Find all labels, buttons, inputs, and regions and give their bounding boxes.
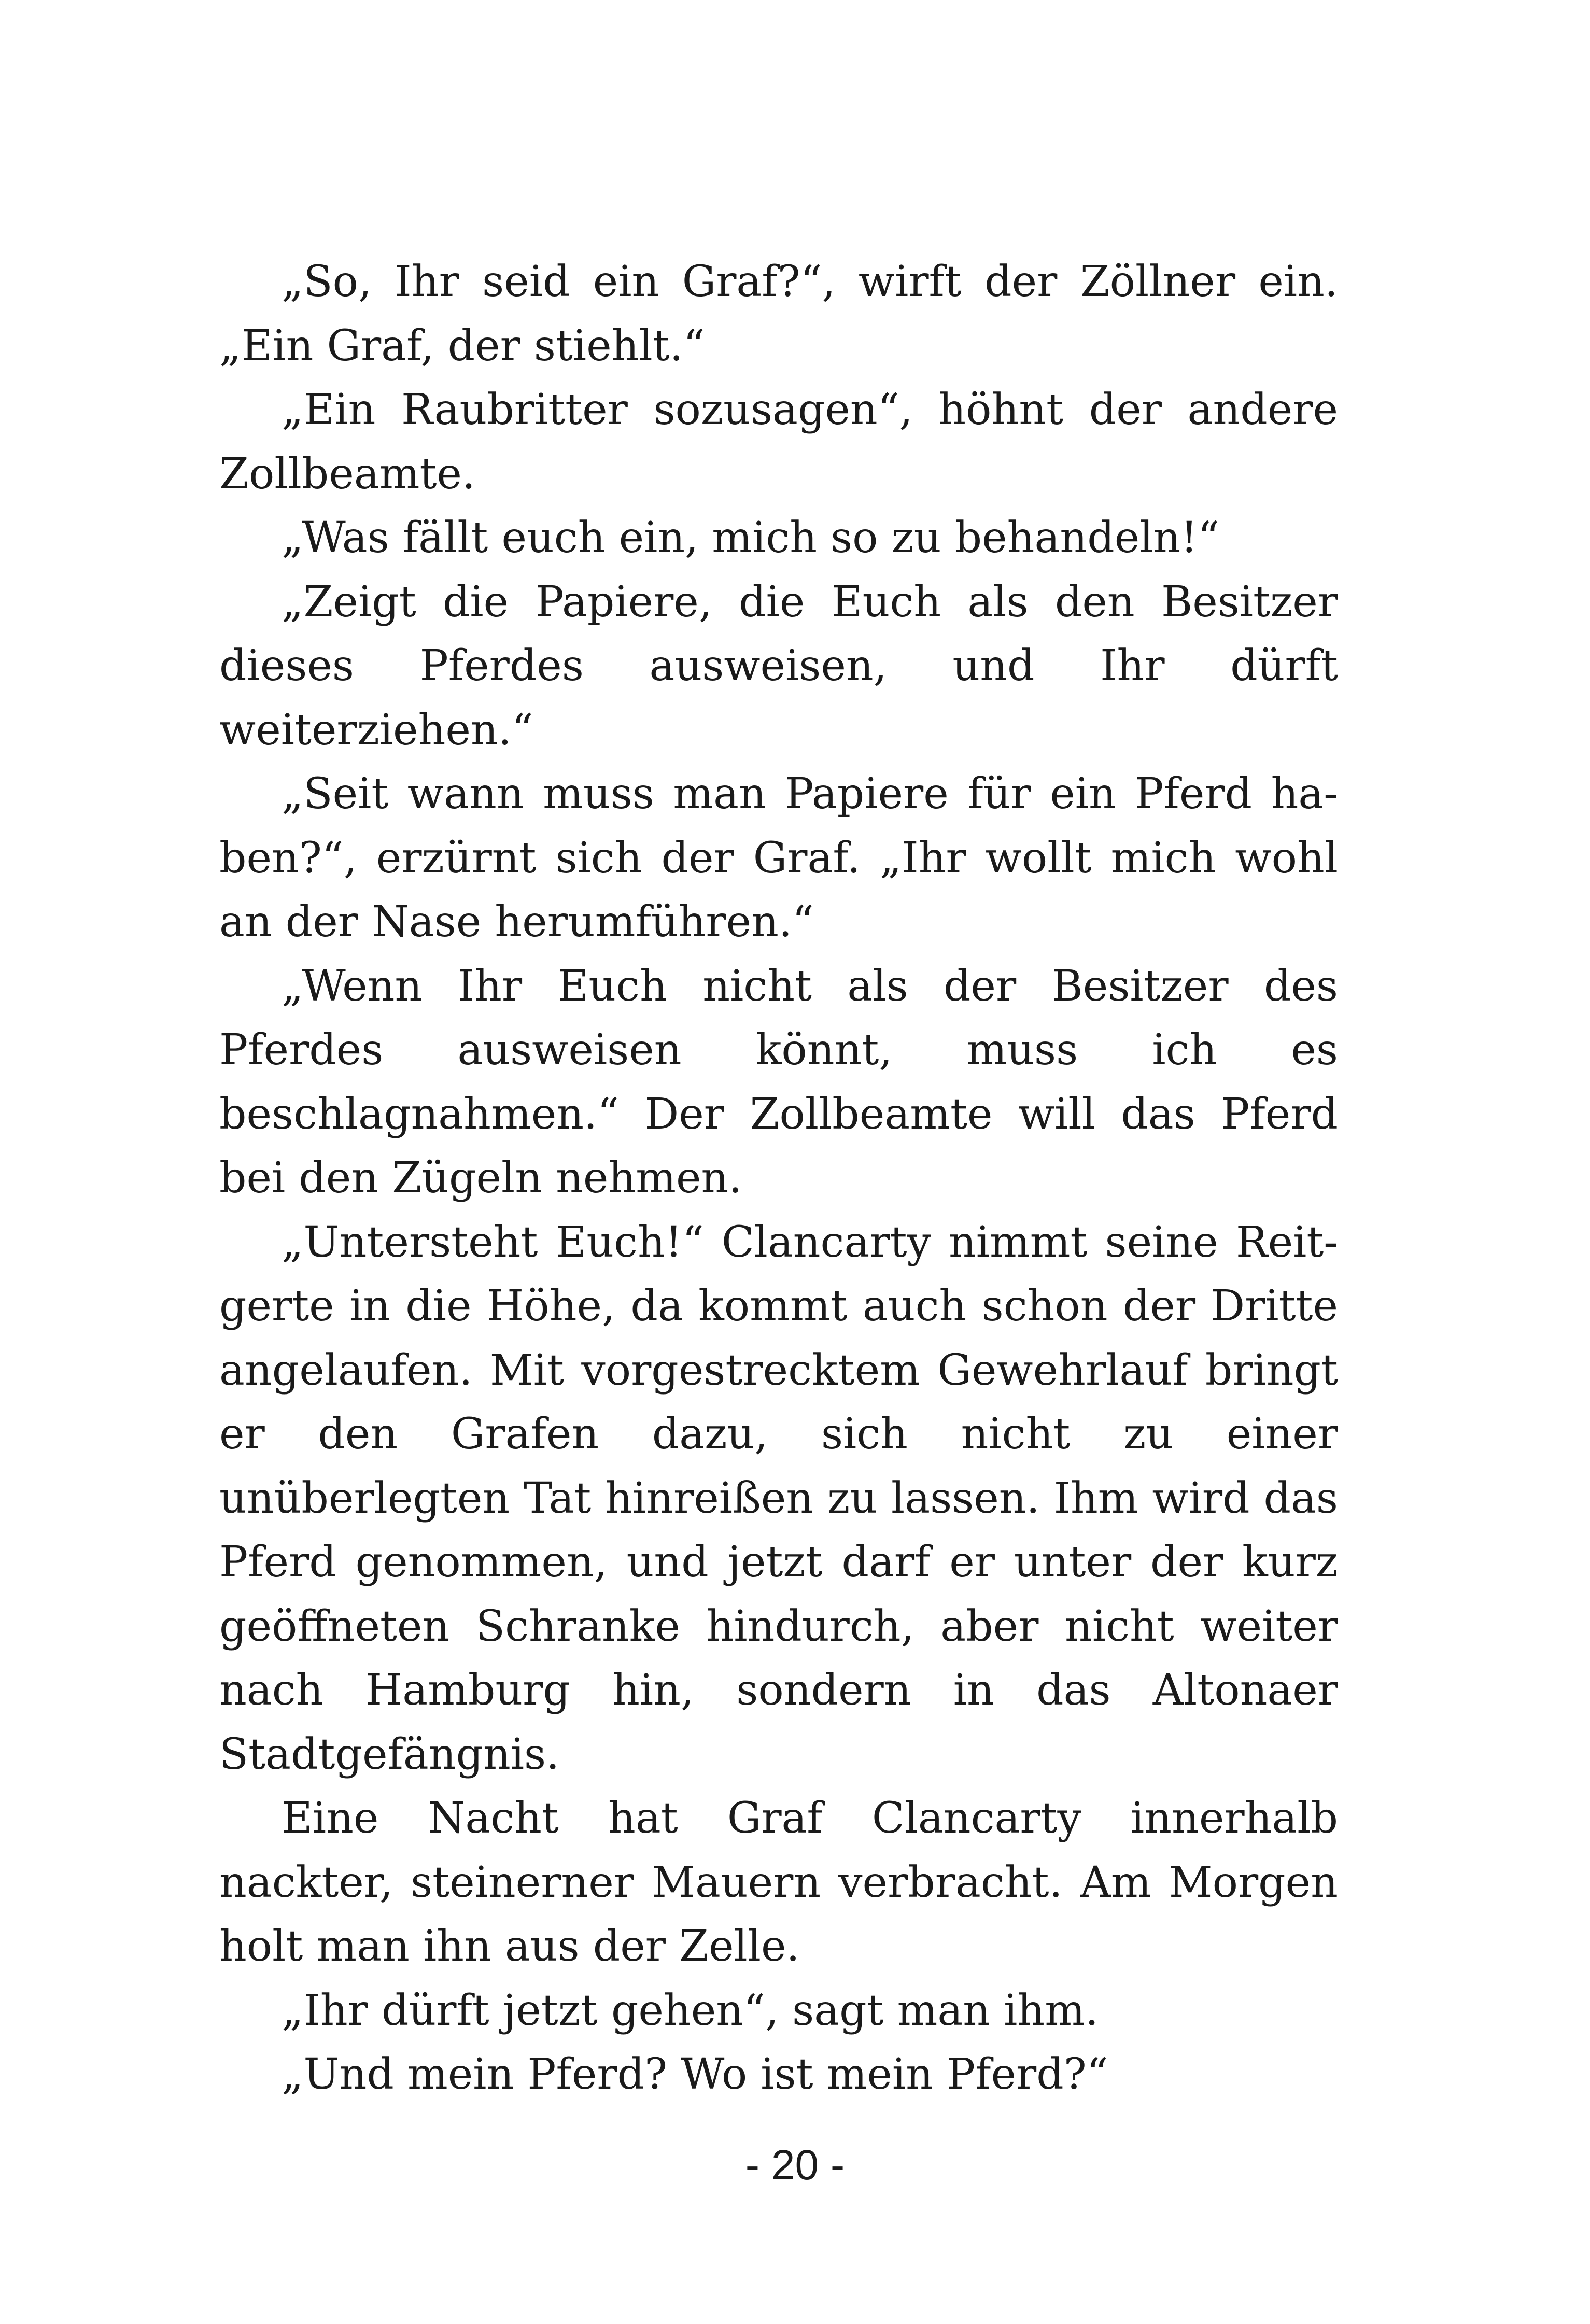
paragraph: „Zeigt die Papiere, die Euch als den Besitzer dieses Pferdes ausweisen, und Ihr dürft weiterziehen.“ — [219, 577, 1338, 755]
paragraph: „Ihr dürft jetzt gehen“, sagt man ihm. — [282, 1985, 1099, 2035]
paragraph: „Untersteht Euch!“ Clancarty nimmt seine Reitgerte in die Höhe, da kommt auch schon der Dritte angelaufen. Mit vorgestrecktem Gewehrlauf bringt er den Grafen dazu, sich nicht zu einer unüberlegten Tat hinreißen zu lassen. Ihm wird das Pferd genommen, und jetzt darf er unter der kurz geöffneten Schranke hindurch, aber nicht weiter nach Hamburg hin, sondern in das Altonaer Stadtgefängnis. — [219, 1217, 1338, 1779]
page-number: - 20 - — [745, 2142, 845, 2189]
paragraph: Eine Nacht hat Graf Clancarty innerhalb nackter, steinerner Mauern verbracht. Am Morgen holt man ihn aus der Zelle. — [219, 1794, 1338, 1971]
paragraph: „Seit wann muss man Papiere für ein Pferd haben?“, erzürnt sich der Graf. „Ihr wollt mich wohl an der Nase herumführen.“ — [219, 769, 1338, 947]
paragraph: „So, Ihr seid ein Graf?“, wirft der Zöllner ein. „Ein Graf, der stiehlt.“ — [219, 257, 1338, 371]
paragraph: „Was fällt euch ein, mich so zu behandeln!“ — [282, 513, 1220, 562]
paragraph: „Wenn Ihr Euch nicht als der Besitzer des Pferdes ausweisen könnt, muss ich es beschlagnahmen.“ Der Zollbeamte will das Pferd bei den Zügeln nehmen. — [219, 961, 1338, 1203]
body-text — [219, 250, 1338, 2107]
paragraph: „Und mein Pferd? Wo ist mein Pferd?“ — [282, 2050, 1108, 2099]
paragraph: „Ein Raubritter sozusagen“, höhnt der andere Zollbeamte. — [219, 385, 1338, 499]
